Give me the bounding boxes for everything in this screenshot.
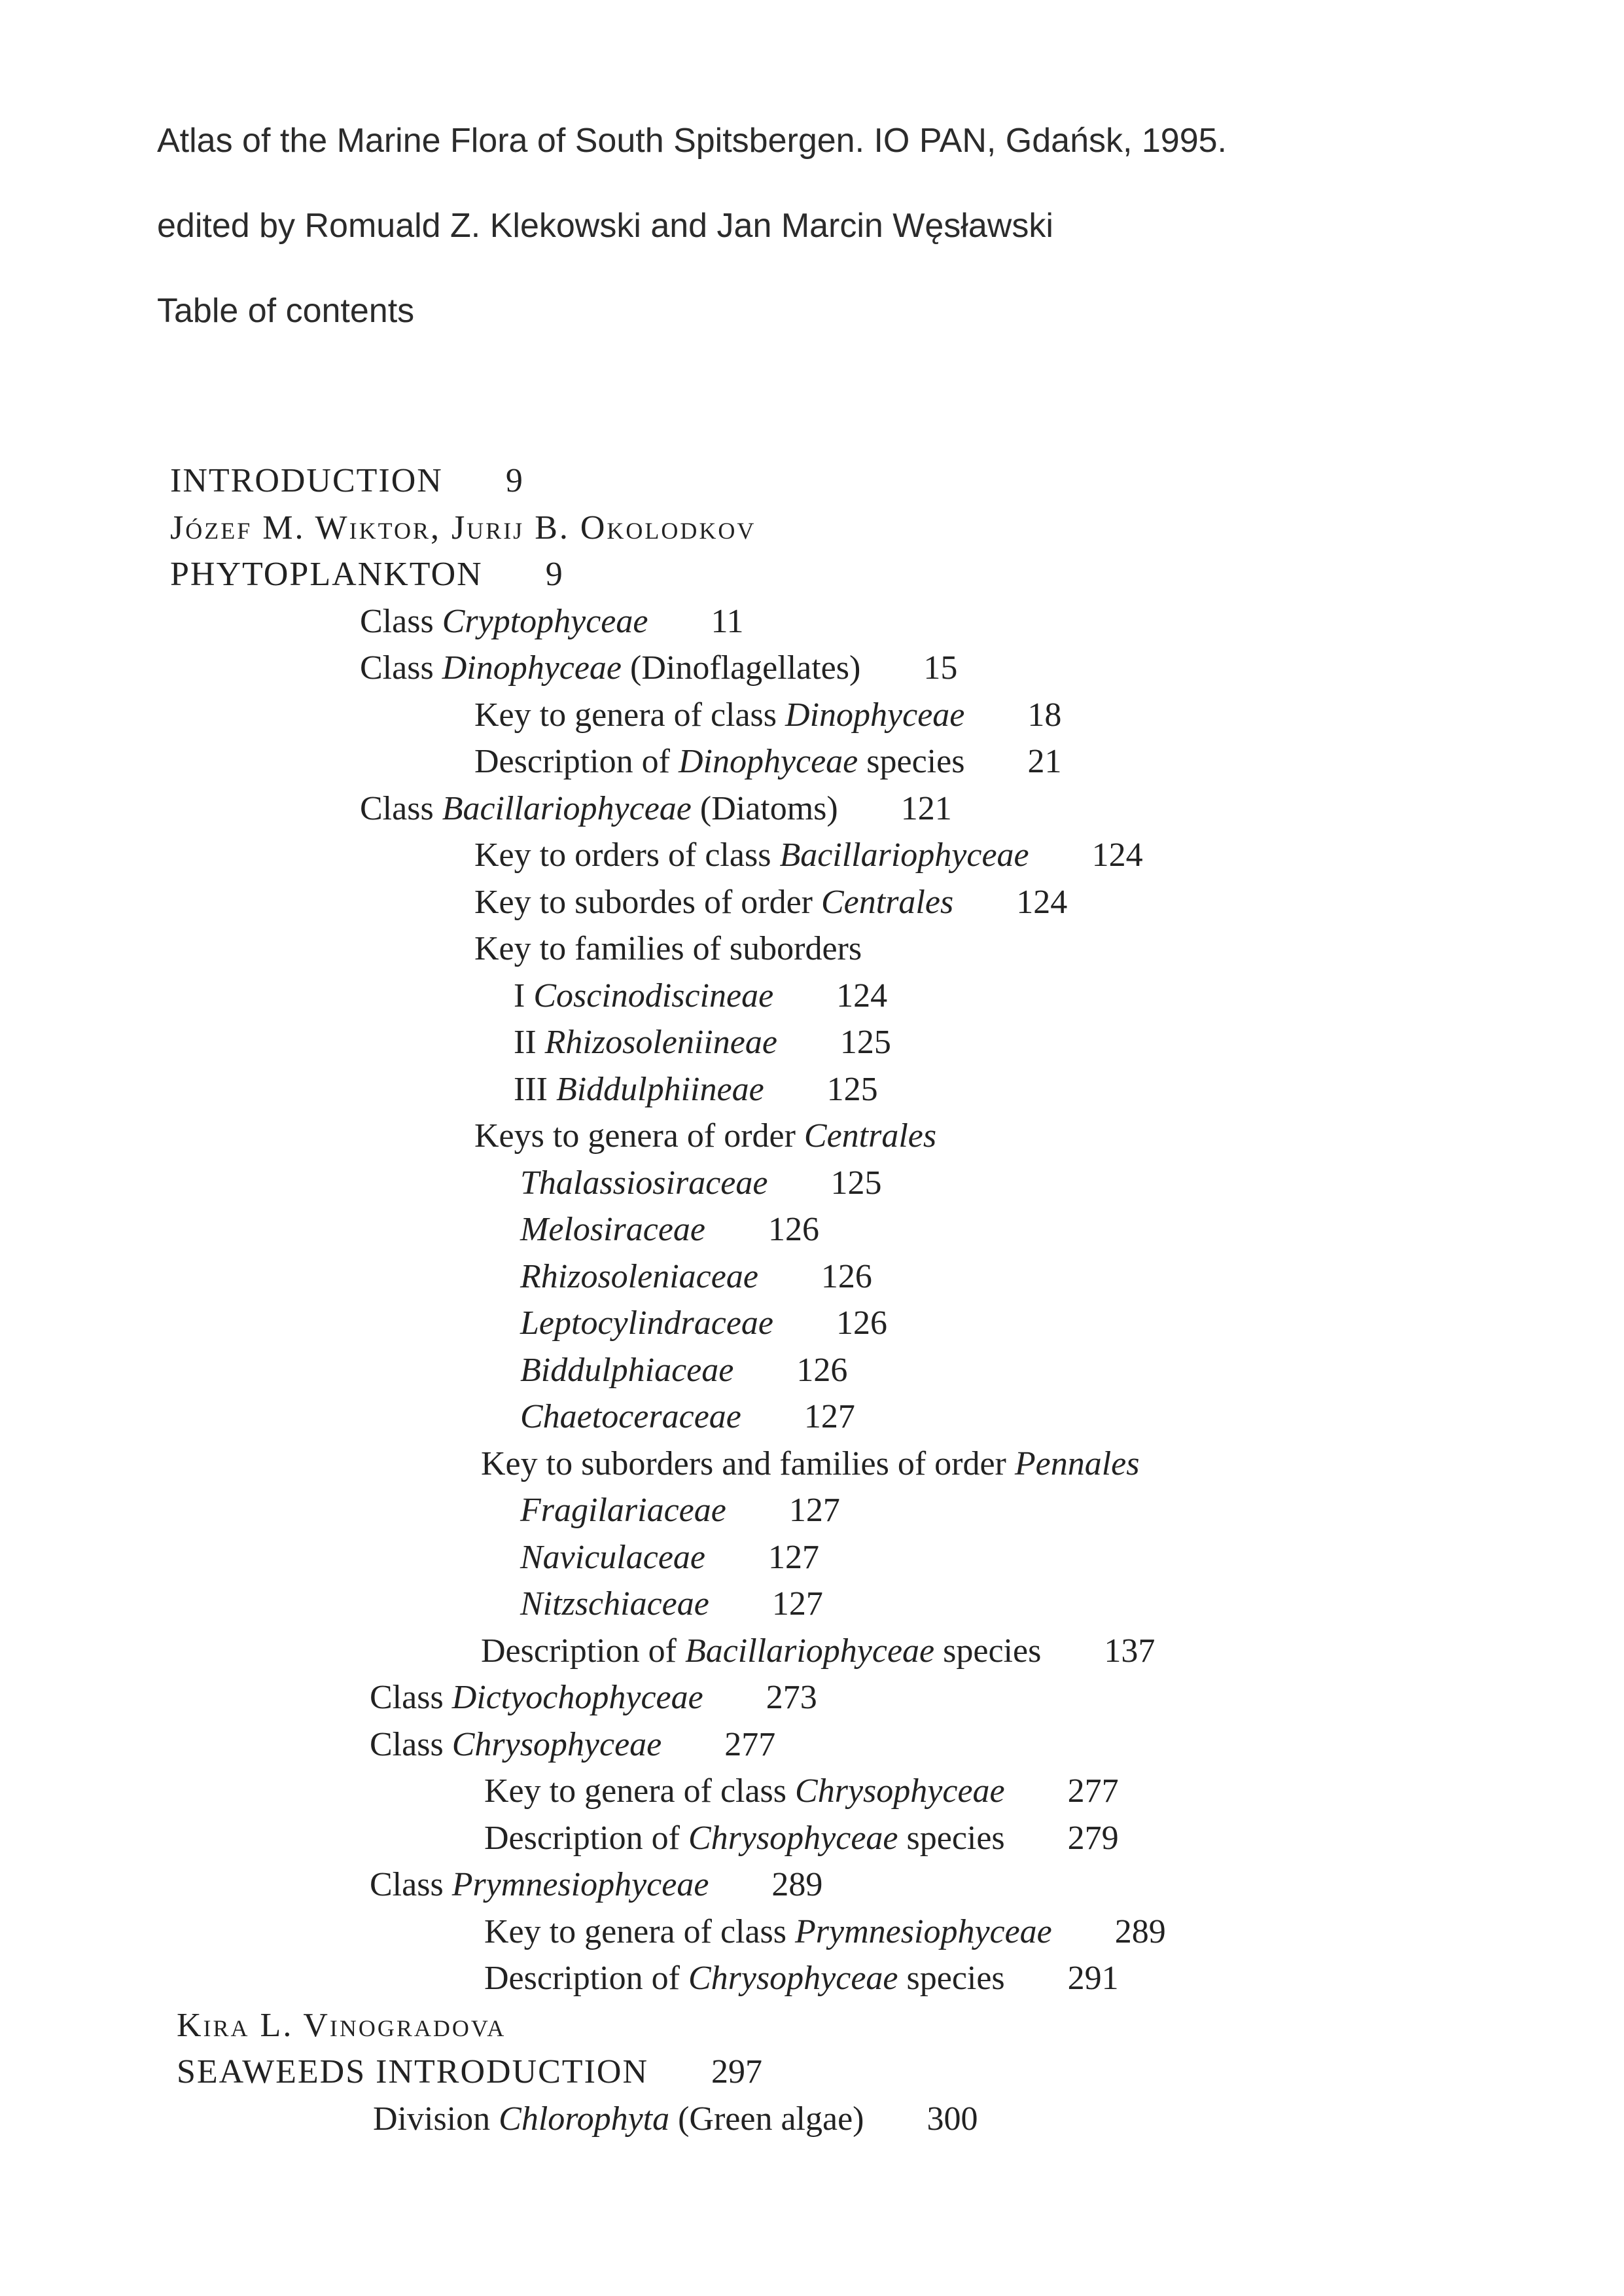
toc-entry-text: Class xyxy=(360,790,442,827)
toc-entry-suffix: species xyxy=(858,743,965,780)
toc-page-number: 11 xyxy=(711,603,744,640)
editors-line: edited by Romuald Z. Klekowski and Jan Marcin Węsławski xyxy=(157,207,1053,245)
toc-entry-taxon: Bacillariophyceae xyxy=(779,836,1029,874)
toc-entry xyxy=(520,1210,819,1249)
toc-page-number: 125 xyxy=(826,1071,878,1108)
toc-entry xyxy=(474,742,1061,781)
toc-entry-taxon: Biddulphiaceae xyxy=(520,1352,734,1389)
toc-entry xyxy=(360,649,957,688)
toc-entry-text: Description of xyxy=(484,1820,688,1857)
toc-entry-taxon: Dictyochophyceae xyxy=(451,1679,703,1716)
toc-entry-taxon: Rhizosoleniaceae xyxy=(520,1258,758,1295)
toc-page-number: 9 xyxy=(545,556,563,593)
toc-entry-taxon: Bacillariophyceae xyxy=(442,790,692,827)
toc-entry-taxon: Naviculaceae xyxy=(520,1539,705,1576)
toc-entry-taxon: Pennales xyxy=(1014,1445,1140,1482)
toc-entry xyxy=(370,1678,817,1717)
toc-entry xyxy=(370,1725,775,1765)
toc-entry-text: Key to families of suborders xyxy=(474,930,862,967)
toc-entry xyxy=(484,1819,1119,1858)
toc-entry xyxy=(514,1023,891,1062)
toc-entry-taxon: Centrales xyxy=(803,1117,937,1155)
toc-entry-text: PHYTOPLANKTON xyxy=(170,556,483,593)
toc-entry-suffix: species xyxy=(934,1632,1042,1670)
toc-page-number: 127 xyxy=(768,1539,819,1576)
toc-entry xyxy=(481,1444,1140,1484)
toc-page-number: 15 xyxy=(923,649,958,687)
toc-page-number: 137 xyxy=(1104,1632,1156,1670)
toc-entry xyxy=(520,1164,881,1203)
toc-entry-taxon: Coscinodiscineae xyxy=(533,977,774,1014)
toc-entry-text: Key to genera of class xyxy=(484,1772,796,1810)
toc-entry-text: Keys to genera of order xyxy=(474,1117,804,1155)
toc-entry-suffix: (Dinoflagellates) xyxy=(622,649,861,687)
toc-entry-taxon: Dinophyceae xyxy=(442,649,622,687)
toc-entry xyxy=(360,602,744,641)
toc-entry-text: Class xyxy=(360,649,442,687)
toc-page-number: 279 xyxy=(1067,1820,1119,1857)
toc-entry-text: II xyxy=(514,1024,545,1061)
document-title: Atlas of the Marine Flora of South Spitsbergen. IO PAN, Gdańsk, 1995. xyxy=(157,122,1227,160)
toc-entry-text: III xyxy=(514,1071,556,1108)
toc-page-number: 21 xyxy=(1027,743,1062,780)
toc-entry-taxon: Chaetoceraceae xyxy=(520,1398,741,1435)
toc-page-number: 18 xyxy=(1027,696,1062,734)
toc-entry-text: Key to subordes of order xyxy=(474,884,821,921)
toc-entry xyxy=(520,1397,855,1437)
toc-entry-suffix: species xyxy=(898,1820,1005,1857)
toc-entry-suffix: species xyxy=(898,1960,1005,1997)
toc-entry xyxy=(484,1772,1119,1811)
toc-entry-text: I xyxy=(514,977,534,1014)
toc-entry xyxy=(360,789,952,829)
toc-page-number: 126 xyxy=(836,1304,887,1342)
toc-entry xyxy=(481,1632,1155,1671)
toc-entry xyxy=(370,1865,822,1905)
toc-entry-text: Kira L. Vinogradova xyxy=(177,2007,506,2044)
toc-entry-text: Key to suborders and families of order xyxy=(481,1445,1015,1482)
toc-entry-text: Key to genera of class xyxy=(484,1913,796,1950)
toc-page-number: 125 xyxy=(830,1164,882,1202)
toc-page-number: 127 xyxy=(788,1492,840,1529)
toc-entry-taxon: Chrysophyceae xyxy=(688,1820,898,1857)
toc-entry-taxon: Rhizosoleniineae xyxy=(544,1024,777,1061)
toc-entry-suffix: (Diatoms) xyxy=(691,790,838,827)
toc-page-number: 127 xyxy=(771,1585,823,1623)
toc-page-number: 124 xyxy=(1091,836,1143,874)
toc-entry xyxy=(520,1304,887,1343)
toc-entry-text: Class xyxy=(370,1866,452,1903)
toc-entry-taxon: Chrysophyceae xyxy=(451,1726,662,1763)
toc-entry-taxon: Chrysophyceae xyxy=(688,1960,898,1997)
toc-entry xyxy=(474,883,1067,922)
toc-entry-taxon: Prymnesiophyceae xyxy=(795,1913,1052,1950)
toc-entry-text: Key to orders of class xyxy=(474,836,780,874)
toc-page-number: 121 xyxy=(900,790,952,827)
toc-entry-text: Key to genera of class xyxy=(474,696,786,734)
toc-entry-taxon: Chlorophyta xyxy=(499,2100,670,2138)
toc-entry-suffix: (Green algae) xyxy=(669,2100,864,2138)
toc-entry-text: Division xyxy=(373,2100,499,2138)
toc-entry xyxy=(474,696,1061,735)
toc-entry-text: Class xyxy=(370,1679,452,1716)
toc-entry-text: Description of xyxy=(484,1960,688,1997)
toc-entry-text: INTRODUCTION xyxy=(170,462,443,499)
toc-page-number: 297 xyxy=(711,2053,762,2090)
toc-page-number: 124 xyxy=(1016,884,1068,921)
toc-entry-taxon: Cryptophyceae xyxy=(442,603,648,640)
toc-entry xyxy=(520,1538,819,1577)
toc-page-number: 126 xyxy=(796,1352,848,1389)
toc-page-number: 124 xyxy=(836,977,888,1014)
toc-page-number: 126 xyxy=(768,1211,820,1248)
toc-entry xyxy=(484,1912,1166,1952)
toc-entry-taxon: Chrysophyceae xyxy=(795,1772,1005,1810)
toc-page-number: 125 xyxy=(839,1024,891,1061)
toc-entry-text: SEAWEEDS INTRODUCTION xyxy=(177,2053,648,2090)
toc-entry xyxy=(484,1959,1119,1998)
toc-entry xyxy=(474,836,1143,875)
toc-entry-taxon: Melosiraceae xyxy=(520,1211,706,1248)
toc-page-number: 300 xyxy=(927,2100,978,2138)
toc-entry xyxy=(520,1351,847,1390)
toc-page-number: 289 xyxy=(1114,1913,1166,1950)
toc-page-number: 277 xyxy=(1067,1772,1119,1810)
toc-entry-taxon: Bacillariophyceae xyxy=(684,1632,935,1670)
toc-page-number: 277 xyxy=(724,1726,776,1763)
toc-entry-taxon: Fragilariaceae xyxy=(520,1492,726,1529)
toc-page-number: 291 xyxy=(1067,1960,1119,1997)
toc-entry xyxy=(177,2006,506,2045)
toc-entry xyxy=(520,1491,840,1530)
toc-entry xyxy=(170,555,563,594)
toc-entry-taxon: Biddulphiineae xyxy=(556,1071,764,1108)
toc-page-number: 126 xyxy=(821,1258,872,1295)
toc-entry-text: Class xyxy=(370,1726,452,1763)
toc-entry-text: Józef M. Wiktor, Jurij B. Okolodkov xyxy=(170,509,756,547)
toc-entry xyxy=(520,1257,872,1297)
toc-page-number: 9 xyxy=(505,462,523,499)
toc-heading: Table of contents xyxy=(157,292,415,330)
toc-entry-taxon: Nitzschiaceae xyxy=(520,1585,709,1623)
toc-entry xyxy=(514,1070,878,1109)
toc-entry xyxy=(474,1117,936,1156)
toc-entry-text: Description of xyxy=(481,1632,685,1670)
toc-entry-taxon: Leptocylindraceae xyxy=(520,1304,773,1342)
toc-entry-text: Class xyxy=(360,603,442,640)
toc-page-number: 127 xyxy=(803,1398,855,1435)
toc-entry-taxon: Dinophyceae xyxy=(785,696,965,734)
toc-entry xyxy=(520,1585,823,1624)
toc-entry-taxon: Thalassiosiraceae xyxy=(520,1164,768,1202)
toc-entry xyxy=(170,461,523,501)
toc-entry xyxy=(177,2053,762,2092)
toc-entry-taxon: Prymnesiophyceae xyxy=(451,1866,709,1903)
toc-entry-taxon: Dinophyceae xyxy=(678,743,858,780)
toc-entry-taxon: Centrales xyxy=(821,884,954,921)
toc-page-number: 273 xyxy=(766,1679,817,1716)
toc-entry xyxy=(474,929,862,969)
toc-entry xyxy=(373,2100,978,2139)
toc-entry xyxy=(514,977,887,1016)
toc-entry xyxy=(170,509,756,548)
toc-page-number: 289 xyxy=(771,1866,823,1903)
toc-entry-text: Description of xyxy=(474,743,679,780)
